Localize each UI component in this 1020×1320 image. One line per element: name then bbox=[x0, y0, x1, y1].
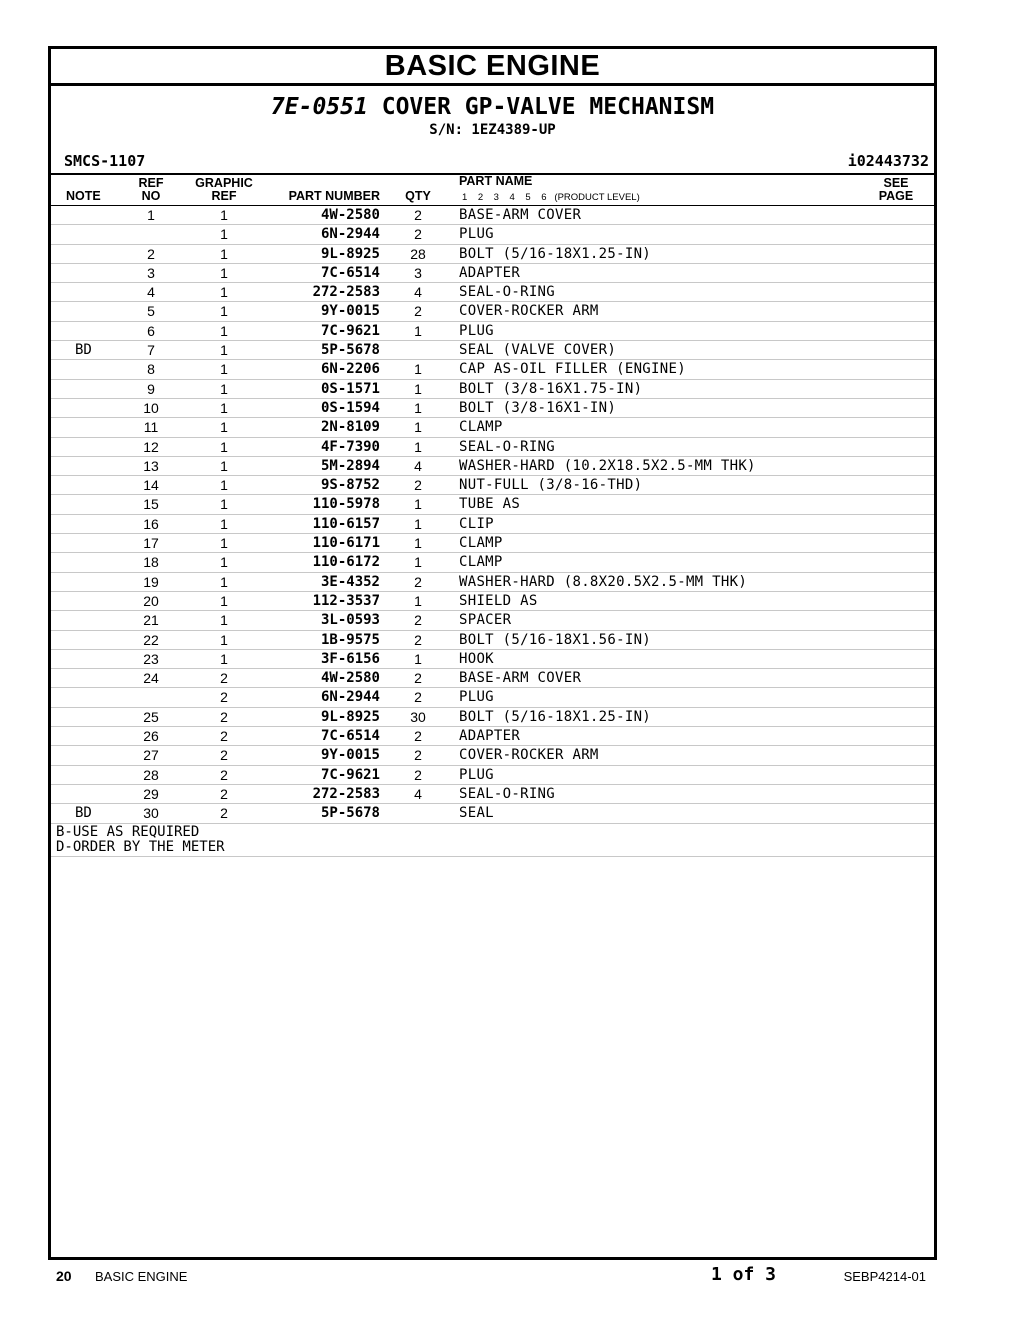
row-graphic-ref: 1 bbox=[220, 361, 228, 378]
row-graphic-ref: 1 bbox=[220, 631, 228, 648]
row-qty: 2 bbox=[414, 728, 422, 745]
table-row bbox=[51, 322, 934, 341]
row-part-name: ADAPTER bbox=[459, 264, 521, 281]
row-part-name: TUBE AS bbox=[459, 496, 521, 513]
row-ref-no: 13 bbox=[143, 457, 159, 474]
row-part-number: 0S-1571 bbox=[320, 380, 380, 397]
row-graphic-ref: 1 bbox=[220, 284, 228, 301]
row-graphic-ref: 1 bbox=[220, 399, 228, 416]
row-ref-no: 15 bbox=[143, 496, 159, 513]
row-ref-no: 5 bbox=[147, 303, 155, 320]
header-qty: QTY bbox=[405, 189, 431, 203]
row-ref-no: 18 bbox=[143, 554, 159, 571]
row-graphic-ref: 1 bbox=[220, 303, 228, 320]
row-graphic-ref: 2 bbox=[220, 689, 228, 706]
group-heading bbox=[51, 86, 934, 138]
row-part-name: SEAL-O-RING bbox=[459, 284, 556, 301]
row-part-name: NUT-FULL (3/8-16-THD) bbox=[459, 477, 643, 494]
row-graphic-ref: 1 bbox=[220, 342, 228, 359]
row-qty: 2 bbox=[414, 573, 422, 590]
row-part-name: BASE-ARM COVER bbox=[459, 207, 582, 223]
row-part-number: 110-6157 bbox=[312, 515, 380, 532]
row-qty: 1 bbox=[414, 322, 422, 339]
table-row bbox=[51, 399, 934, 418]
row-part-number: 1B-9575 bbox=[320, 631, 380, 648]
header-graphic-top: GRAPHIC bbox=[195, 176, 253, 190]
notes-block bbox=[51, 824, 934, 857]
table-row bbox=[51, 438, 934, 457]
row-ref-no: 27 bbox=[143, 747, 159, 764]
meta-row bbox=[51, 150, 934, 172]
row-part-name: BOLT (3/8-16X1.75-IN) bbox=[459, 380, 643, 397]
row-part-name: SEAL-O-RING bbox=[459, 438, 556, 455]
page-footer bbox=[56, 1264, 926, 1288]
table-row bbox=[51, 746, 934, 765]
row-qty: 1 bbox=[414, 399, 422, 416]
row-qty: 4 bbox=[414, 457, 422, 474]
row-qty: 2 bbox=[414, 207, 422, 223]
row-ref-no: 11 bbox=[143, 419, 159, 436]
header-see-bottom: PAGE bbox=[878, 189, 914, 203]
illustration-id: i02443732 bbox=[847, 152, 929, 170]
row-qty: 2 bbox=[414, 477, 422, 494]
row-part-name: CLIP bbox=[459, 515, 494, 532]
smcs-code: SMCS-1107 bbox=[64, 152, 146, 170]
table-row bbox=[51, 341, 934, 360]
parts-table-body bbox=[51, 206, 934, 824]
row-ref-no: 1 bbox=[147, 207, 155, 223]
row-part-name: COVER-ROCKER ARM bbox=[459, 747, 599, 764]
row-part-number: 7C-9621 bbox=[320, 766, 380, 783]
row-ref-no: 12 bbox=[143, 438, 159, 455]
footer-sheet: 1 of 3 bbox=[711, 1264, 777, 1285]
row-qty: 1 bbox=[414, 419, 422, 436]
row-part-name: WASHER-HARD (8.8X20.5X2.5-MM THK) bbox=[459, 573, 748, 590]
row-qty: 1 bbox=[414, 554, 422, 571]
footer-page-number: 20 bbox=[56, 1268, 72, 1284]
row-part-number: 272-2583 bbox=[312, 284, 380, 301]
table-header bbox=[51, 173, 934, 206]
row-ref-no: 6 bbox=[147, 322, 155, 339]
row-part-name: BOLT (3/8-16X1-IN) bbox=[459, 399, 617, 416]
row-qty: 4 bbox=[414, 785, 422, 802]
row-graphic-ref: 1 bbox=[220, 245, 228, 262]
row-part-name: SEAL (VALVE COVER) bbox=[459, 342, 617, 359]
row-qty: 2 bbox=[414, 226, 422, 243]
row-part-name: BOLT (5/16-18X1.25-IN) bbox=[459, 245, 652, 262]
row-part-name: BOLT (5/16-18X1.25-IN) bbox=[459, 708, 652, 725]
row-graphic-ref: 2 bbox=[220, 670, 228, 687]
table-row bbox=[51, 553, 934, 572]
row-qty: 28 bbox=[410, 245, 426, 262]
row-part-number: 112-3537 bbox=[312, 592, 380, 609]
row-ref-no: 9 bbox=[147, 380, 155, 397]
row-ref-no: 4 bbox=[147, 284, 155, 301]
note-line: D-ORDER BY THE METER bbox=[56, 838, 225, 855]
row-graphic-ref: 2 bbox=[220, 766, 228, 783]
serial-number: S/N: 1EZ4389-UP bbox=[429, 122, 556, 138]
table-row bbox=[51, 573, 934, 592]
row-graphic-ref: 2 bbox=[220, 785, 228, 802]
row-graphic-ref: 2 bbox=[220, 728, 228, 745]
table-row bbox=[51, 283, 934, 302]
row-ref-no: 2 bbox=[147, 245, 155, 262]
table-row bbox=[51, 650, 934, 669]
row-ref-no: 17 bbox=[143, 535, 159, 552]
row-ref-no: 20 bbox=[143, 592, 159, 609]
row-part-number: 2N-8109 bbox=[320, 419, 380, 436]
row-ref-no: 22 bbox=[143, 631, 159, 648]
table-row bbox=[51, 418, 934, 437]
row-ref-no: 8 bbox=[147, 361, 155, 378]
row-ref-no: 24 bbox=[143, 670, 159, 687]
header-graphic-bottom: REF bbox=[211, 189, 237, 203]
table-row bbox=[51, 380, 934, 399]
table-row bbox=[51, 245, 934, 264]
row-part-name: CLAMP bbox=[459, 419, 503, 436]
row-qty: 2 bbox=[414, 612, 422, 629]
row-qty: 1 bbox=[414, 592, 422, 609]
table-row bbox=[51, 206, 934, 225]
row-part-number: 6N-2944 bbox=[320, 689, 380, 706]
row-ref-no: 30 bbox=[143, 805, 159, 822]
row-part-number: 3L-0593 bbox=[320, 612, 380, 629]
header-ref-top: REF bbox=[138, 176, 164, 190]
row-qty: 2 bbox=[414, 631, 422, 648]
row-part-name: CLAMP bbox=[459, 554, 503, 571]
row-qty: 2 bbox=[414, 670, 422, 687]
row-graphic-ref: 1 bbox=[220, 438, 228, 455]
row-part-number: 4W-2580 bbox=[320, 670, 380, 687]
table-row bbox=[51, 264, 934, 283]
row-part-name: ADAPTER bbox=[459, 728, 521, 745]
table-row bbox=[51, 225, 934, 244]
table-row bbox=[51, 592, 934, 611]
table-row bbox=[51, 669, 934, 688]
row-ref-no: 10 bbox=[143, 399, 159, 416]
row-part-name: COVER-ROCKER ARM bbox=[459, 303, 599, 320]
header-note: NOTE bbox=[66, 189, 101, 203]
row-graphic-ref: 1 bbox=[220, 496, 228, 513]
row-ref-no: 21 bbox=[143, 612, 159, 629]
row-qty: 1 bbox=[414, 438, 422, 455]
table-row bbox=[51, 611, 934, 630]
header-see-top: SEE bbox=[883, 176, 909, 190]
table-row bbox=[51, 727, 934, 746]
table-row bbox=[51, 476, 934, 495]
row-qty: 1 bbox=[414, 535, 422, 552]
row-ref-no: 14 bbox=[143, 477, 159, 494]
row-part-number: 110-5978 bbox=[312, 496, 380, 513]
row-part-name: SEAL-O-RING bbox=[459, 785, 556, 802]
row-part-number: 5M-2894 bbox=[320, 457, 380, 474]
row-part-name: WASHER-HARD (10.2X18.5X2.5-MM THK) bbox=[459, 457, 756, 474]
row-part-number: 9L-8925 bbox=[320, 708, 380, 725]
row-note: BD bbox=[75, 342, 92, 359]
row-qty: 1 bbox=[414, 496, 422, 513]
row-graphic-ref: 2 bbox=[220, 805, 228, 822]
table-row bbox=[51, 534, 934, 553]
note-line: B-USE AS REQUIRED bbox=[56, 823, 200, 840]
group-name: COVER GP-VALVE MECHANISM bbox=[381, 94, 715, 120]
row-part-number: 6N-2944 bbox=[320, 226, 380, 243]
row-qty: 2 bbox=[414, 689, 422, 706]
row-graphic-ref: 1 bbox=[220, 573, 228, 590]
row-part-name: SHIELD AS bbox=[459, 592, 538, 609]
row-part-name: BOLT (5/16-18X1.56-IN) bbox=[459, 631, 652, 648]
row-ref-no: 16 bbox=[143, 515, 159, 532]
row-graphic-ref: 2 bbox=[220, 708, 228, 725]
row-ref-no: 26 bbox=[143, 728, 159, 745]
row-part-number: 110-6171 bbox=[312, 535, 380, 552]
table-row bbox=[51, 495, 934, 514]
row-part-number: 7C-6514 bbox=[320, 264, 380, 281]
header-part-number: PART NUMBER bbox=[288, 189, 380, 203]
table-row bbox=[51, 804, 934, 823]
header-part-name: PART NAME bbox=[459, 174, 533, 188]
header-ref-bottom: NO bbox=[141, 189, 161, 203]
row-part-number: 272-2583 bbox=[312, 785, 380, 802]
row-part-name: PLUG bbox=[459, 689, 494, 706]
row-ref-no: 3 bbox=[147, 264, 155, 281]
row-ref-no: 25 bbox=[143, 708, 159, 725]
group-number: 7E-0551 bbox=[270, 94, 368, 120]
table-row bbox=[51, 766, 934, 785]
row-part-number: 3E-4352 bbox=[320, 573, 380, 590]
row-note: BD bbox=[75, 805, 92, 822]
row-part-name: SPACER bbox=[459, 612, 512, 629]
row-part-number: 3F-6156 bbox=[320, 650, 380, 667]
row-part-name: HOOK bbox=[459, 650, 494, 667]
row-graphic-ref: 1 bbox=[220, 322, 228, 339]
row-part-number: 4F-7390 bbox=[320, 438, 380, 455]
row-graphic-ref: 1 bbox=[220, 477, 228, 494]
row-qty: 1 bbox=[414, 515, 422, 532]
row-part-name: PLUG bbox=[459, 766, 494, 783]
row-part-name: PLUG bbox=[459, 322, 494, 339]
row-part-name: CLAMP bbox=[459, 535, 503, 552]
row-part-number: 7C-6514 bbox=[320, 728, 380, 745]
row-part-number: 9S-8752 bbox=[320, 477, 380, 494]
table-row bbox=[51, 688, 934, 707]
row-graphic-ref: 1 bbox=[220, 226, 228, 243]
row-graphic-ref: 1 bbox=[220, 612, 228, 629]
row-graphic-ref: 1 bbox=[220, 650, 228, 667]
page-title: BASIC ENGINE bbox=[51, 49, 934, 86]
footer-doc-id: SEBP4214-01 bbox=[843, 1269, 926, 1284]
row-part-name: CAP AS-OIL FILLER (ENGINE) bbox=[459, 361, 686, 378]
row-part-number: 5P-5678 bbox=[320, 342, 380, 359]
row-graphic-ref: 1 bbox=[220, 419, 228, 436]
row-graphic-ref: 1 bbox=[220, 515, 228, 532]
table-row bbox=[51, 302, 934, 321]
row-part-number: 110-6172 bbox=[312, 554, 380, 571]
row-ref-no: 29 bbox=[143, 785, 159, 802]
table-row bbox=[51, 515, 934, 534]
row-qty: 2 bbox=[414, 303, 422, 320]
row-graphic-ref: 1 bbox=[220, 554, 228, 571]
row-part-number: 9Y-0015 bbox=[320, 747, 380, 764]
table-row bbox=[51, 631, 934, 650]
row-qty: 1 bbox=[414, 650, 422, 667]
row-qty: 3 bbox=[414, 264, 422, 281]
row-part-number: 6N-2206 bbox=[320, 361, 380, 378]
row-part-number: 7C-9621 bbox=[320, 322, 380, 339]
row-graphic-ref: 1 bbox=[220, 380, 228, 397]
row-part-name: BASE-ARM COVER bbox=[459, 670, 582, 687]
row-graphic-ref: 1 bbox=[220, 535, 228, 552]
row-part-number: 4W-2580 bbox=[320, 207, 380, 223]
row-ref-no: 28 bbox=[143, 766, 159, 783]
row-qty: 1 bbox=[414, 380, 422, 397]
row-part-number: 5P-5678 bbox=[320, 805, 380, 822]
row-ref-no: 23 bbox=[143, 650, 159, 667]
table-row bbox=[51, 360, 934, 379]
row-graphic-ref: 1 bbox=[220, 592, 228, 609]
row-part-number: 9L-8925 bbox=[320, 245, 380, 262]
header-product-level: 1 2 3 4 5 6 (PRODUCT LEVEL) bbox=[462, 192, 640, 203]
row-graphic-ref: 1 bbox=[220, 264, 228, 281]
row-qty: 4 bbox=[414, 284, 422, 301]
table-row bbox=[51, 457, 934, 476]
footer-section: BASIC ENGINE bbox=[95, 1269, 188, 1284]
row-part-number: 0S-1594 bbox=[320, 399, 380, 416]
row-ref-no: 7 bbox=[147, 342, 155, 359]
row-graphic-ref: 1 bbox=[220, 457, 228, 474]
row-part-number: 9Y-0015 bbox=[320, 303, 380, 320]
row-graphic-ref: 1 bbox=[220, 207, 228, 223]
row-qty: 30 bbox=[410, 708, 426, 725]
row-qty: 2 bbox=[414, 747, 422, 764]
row-graphic-ref: 2 bbox=[220, 747, 228, 764]
row-part-name: PLUG bbox=[459, 226, 494, 243]
table-row bbox=[51, 708, 934, 727]
row-part-name: SEAL bbox=[459, 805, 494, 822]
row-qty: 1 bbox=[414, 361, 422, 378]
table-row bbox=[51, 785, 934, 804]
row-qty: 2 bbox=[414, 766, 422, 783]
page-frame bbox=[48, 46, 937, 1260]
row-ref-no: 19 bbox=[143, 573, 159, 590]
